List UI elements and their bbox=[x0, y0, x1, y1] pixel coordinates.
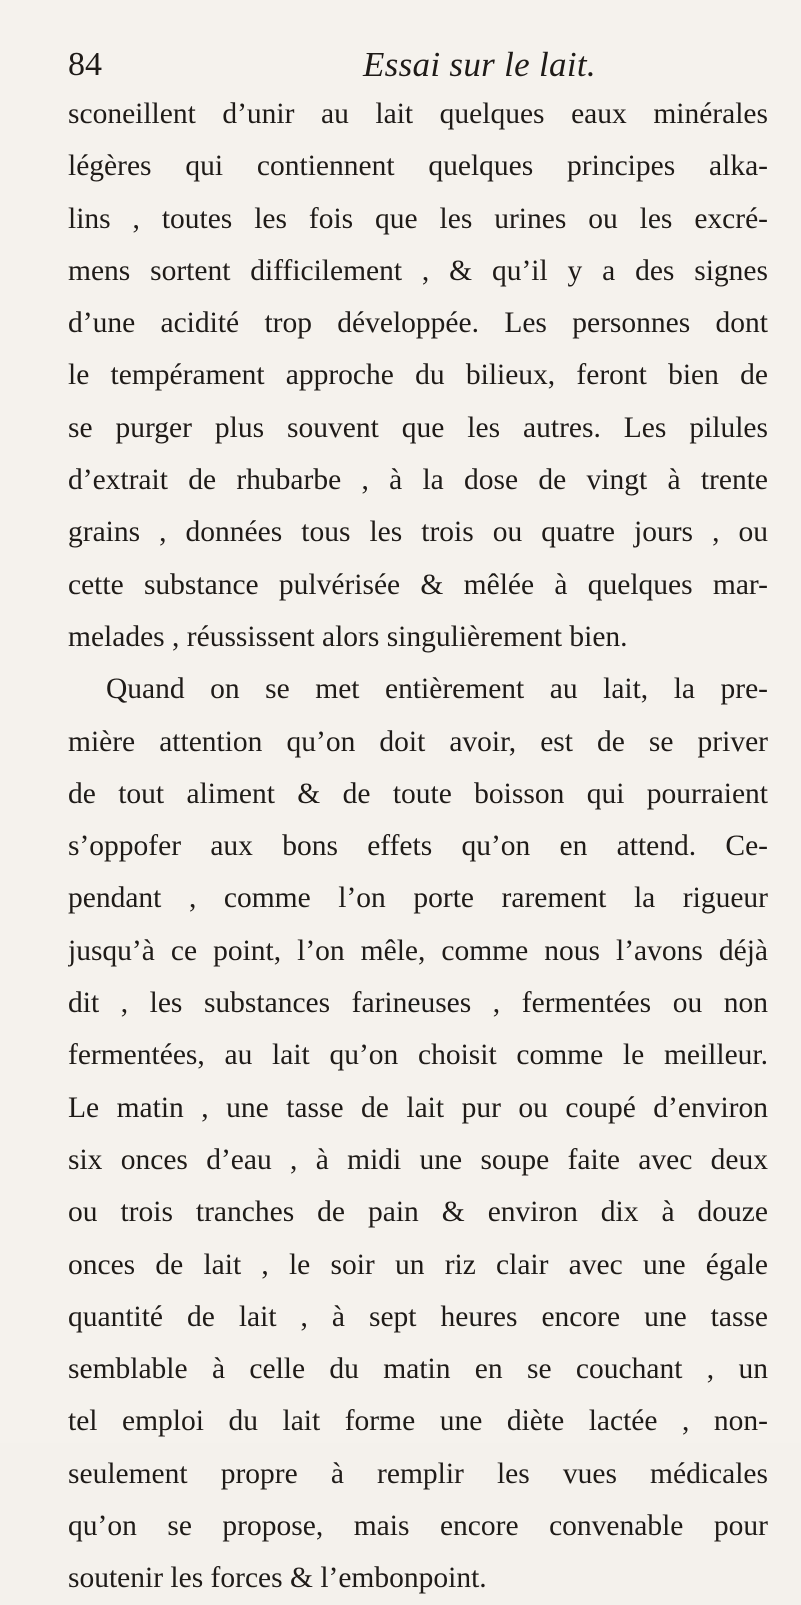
page-header bbox=[68, 40, 768, 90]
text-line: seulement propre à remplir les vues médicales bbox=[68, 1457, 768, 1490]
text-line: mens sortent difficilement , & qu’il y a des signes bbox=[68, 254, 768, 287]
text-line: le tempérament approche du bilieux, feront bien de bbox=[68, 359, 768, 392]
text-line: onces de lait , le soir un riz clair avec une égale bbox=[68, 1248, 768, 1281]
text-line: six onces d’eau , à midi une soupe faite avec deux bbox=[68, 1143, 768, 1176]
text-line: semblable à celle du matin en se couchant , un bbox=[68, 1353, 768, 1386]
body-text bbox=[68, 88, 768, 1605]
text-line: d’une acidité trop développée. Les personnes dont bbox=[68, 307, 768, 340]
text-line: de tout aliment & de toute boisson qui pourraient bbox=[68, 777, 768, 810]
text-line: fermentées, au lait qu’on choisit comme le meilleur. bbox=[68, 1039, 768, 1072]
text-line: qu’on se propose, mais encore convenable pour bbox=[68, 1510, 768, 1543]
text-line: d’extrait de rhubarbe , à la dose de vingt à trente bbox=[68, 464, 768, 497]
text-line: mière attention qu’on doit avoir, est de se priver bbox=[68, 725, 768, 758]
text-line: s’oppofer aux bons effets qu’on en attend. Ce- bbox=[68, 830, 768, 863]
text-line: melades , réussissent alors singulièrement bien. bbox=[68, 620, 628, 653]
text-line: soutenir les forces & l’embonpoint. bbox=[68, 1562, 487, 1595]
text-line: jusqu’à ce point, l’on mêle, comme nous l’avons déjà bbox=[68, 934, 768, 967]
text-line: pendant , comme l’on porte rarement la rigueur bbox=[68, 882, 768, 915]
text-line: se purger plus souvent que les autres. Les pilules bbox=[68, 411, 768, 444]
page-number: 84 bbox=[68, 46, 102, 83]
text-line: grains , données tous les trois ou quatre jours , ou bbox=[68, 516, 768, 549]
text-line: sconeillent d’unir au lait quelques eaux minérales bbox=[68, 98, 768, 130]
text-line: dit , les substances farineuses , fermentées ou non bbox=[68, 987, 768, 1020]
text-line: quantité de lait , à sept heures encore une tasse bbox=[68, 1300, 768, 1333]
running-title: Essai sur le lait. bbox=[363, 45, 596, 84]
text-line: ou trois tranches de pain & environ dix à douze bbox=[68, 1196, 768, 1229]
text-line: tel emploi du lait forme une diète lactée , non- bbox=[68, 1405, 768, 1438]
text-line: cette substance pulvérisée & mêlée à quelques mar- bbox=[68, 568, 768, 601]
text-line: Le matin , une tasse de lait pur ou coupé d’environ bbox=[68, 1091, 768, 1124]
text-line: Quand on se met entièrement au lait, la pre- bbox=[106, 673, 768, 706]
text-line: légères qui contiennent quelques principes alka- bbox=[68, 150, 768, 183]
text-line: lins , toutes les fois que les urines ou les excré- bbox=[68, 202, 768, 235]
